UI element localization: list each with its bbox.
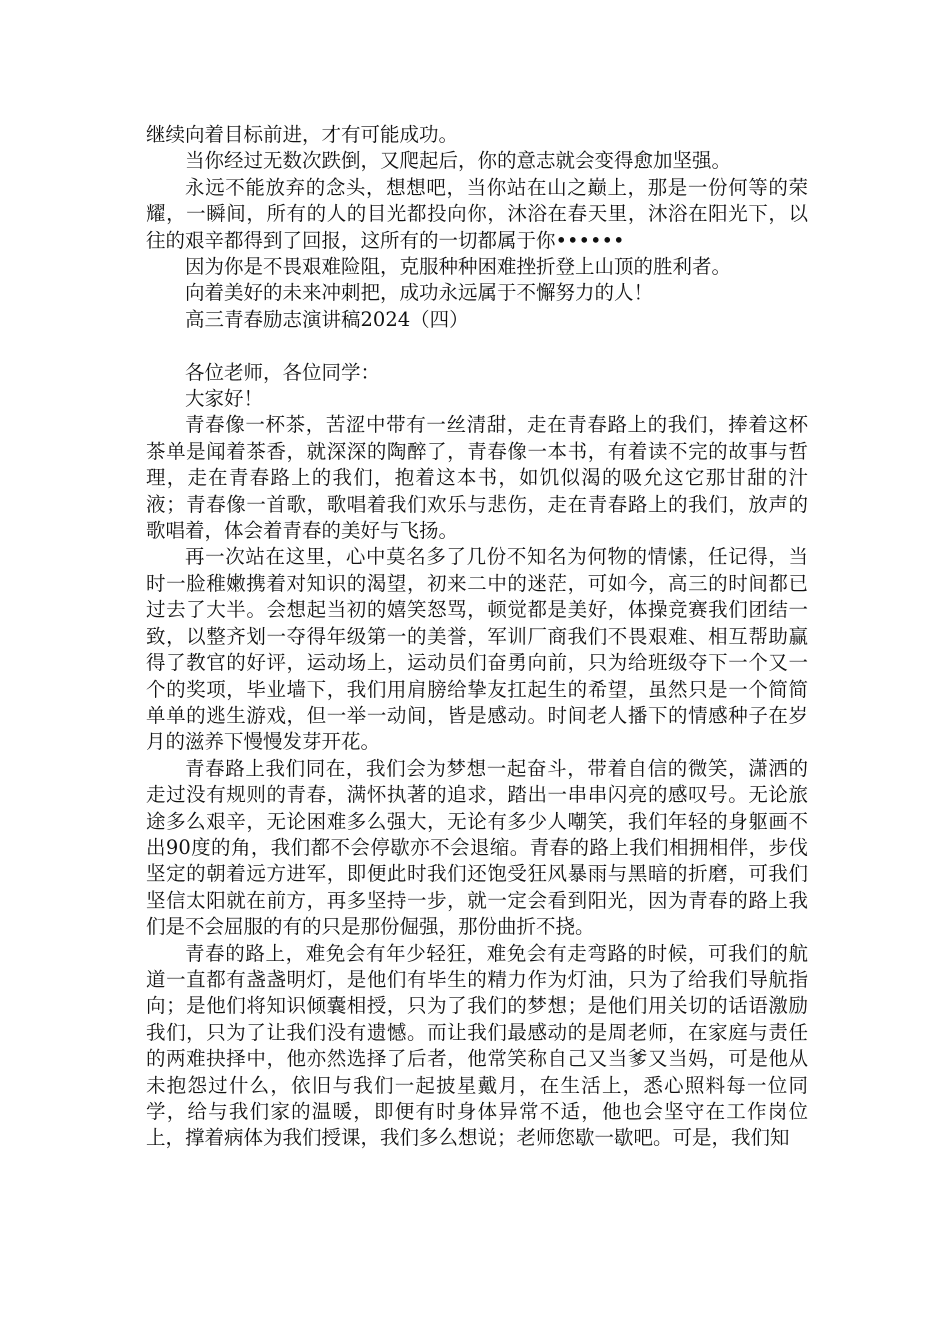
paragraph: 永远不能放弃的念头，想想吧，当你站在山之巅上，那是一份何等的荣耀，一瞬间，所有的人的目光都投向你，沐浴在春天里，沐浴在阳光下，以往的艰辛都得到了回报，这所有的一切都属于你••••••	[146, 175, 808, 252]
document-body	[146, 122, 808, 1152]
paragraph: 向着美好的未来冲刺把，成功永远属于不懈努力的人！	[185, 281, 654, 305]
section-heading: 高三青春励志演讲稿2024（四）	[185, 307, 469, 331]
paragraph: 当你经过无数次跌倒，又爬起后，你的意志就会变得愈加坚强。	[185, 149, 732, 173]
paragraph: 继续向着目标前进，才有可能成功。	[146, 123, 459, 146]
paragraph: 因为你是不畏艰难险阻，克服种种困难挫折登上山顶的胜利者。	[185, 255, 732, 279]
paragraph: 再一次站在这里，心中莫名多了几份不知名为何物的情愫，任记得，当时一脸稚嫩携着对知识的渴望，初来二中的迷茫，可如今，高三的时间都已过去了大半。会想起当初的嬉笑怒骂，顿觉都是美好，体操竞赛我们团结一致，以整齐划一夺得年级第一的美誉，军训厂商我们不畏艰难、相互帮助赢得了教官的好评，运动场上，运动员们奋勇向前，只为给班级夺下一个又一个的奖项，毕业墙下，我们用肩膀给挚友扛起生的希望，虽然只是一个简简单单的逃生游戏，但一举一动间，皆是感动。时间老人播下的情感种子在岁月的滋养下慢慢发芽开花。	[146, 545, 808, 754]
paragraph: 青春像一杯茶，苦涩中带有一丝清甜，走在青春路上的我们，捧着这杯茶单是闻着茶香，就深深的陶醉了，青春像一本书，有着读不完的故事与哲理，走在青春路上的我们，抱着这本书，如饥似渴的吸允这它那甘甜的汁液；青春像一首歌，歌唱着我们欢乐与悲伤，走在青春路上的我们，放声的歌唱着，体会着青春的美好与飞扬。	[146, 413, 808, 543]
greeting: 大家好！	[185, 387, 264, 411]
paragraph: 青春路上我们同在，我们会为梦想一起奋斗，带着自信的微笑，潇洒的走过没有规则的青春，满怀执著的追求，踏出一串串闪亮的感叹号。无论旅途多么艰辛，无论困难多么强大，无论有多少人嘲笑，我们年轻的身躯画不出90度的角，我们都不会停歇亦不会退缩。青春的路上我们相拥相伴，步伐坚定的朝着远方进军，即便此时我们还饱受狂风暴雨与黑暗的折磨，可我们坚信太阳就在前方，再多坚持一步，就一定会看到阳光，因为青春的路上我们是不会屈服的有的只是那份倔强，那份曲折不挠。	[146, 756, 808, 939]
salutation: 各位老师，各位同学：	[185, 360, 381, 384]
paragraph: 青春的路上，难免会有年少轻狂，难免会有走弯路的时候，可我们的航道一直都有盏盏明灯，是他们有毕生的精力作为灯油，只为了给我们导航指向；是他们将知识倾囊相授，只为了我们的梦想；是他们用关切的话语激励我们，只为了让我们没有遗憾。而让我们最感动的是周老师，在家庭与责任的两难抉择中，他亦然选择了后者，他常笑称自己又当爹又当妈，可是他从未抱怨过什么，依旧与我们一起披星戴月，在生活上，悉心照料每一位同学，给与我们家的温暖，即便有时身体异常不适，他也会坚守在工作岗位上，撑着病体为我们授课，我们多么想说；老师您歇一歇吧。可是，我们知	[146, 941, 808, 1150]
blank-line	[146, 333, 808, 359]
